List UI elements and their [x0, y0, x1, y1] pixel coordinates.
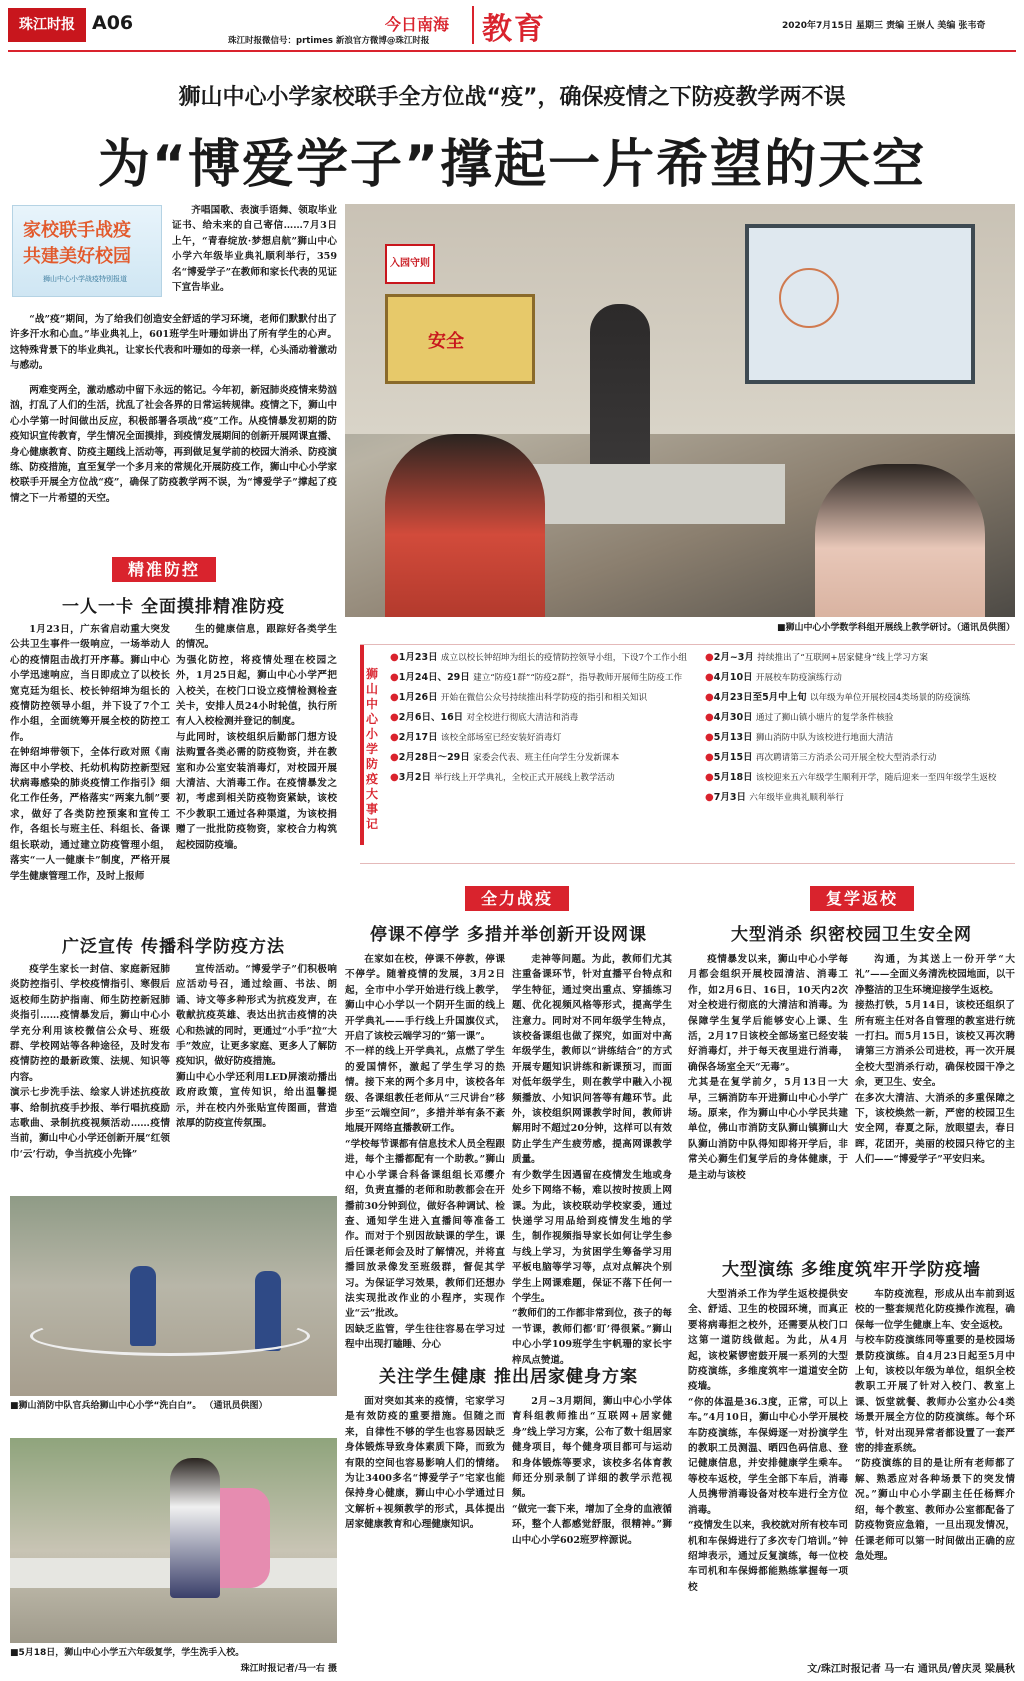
- publicity-col-1: 疫学生家长一封信、家庭新冠肺炎防控指引、学校疫情指引、寒假后返校师生防护指南、师生防控新冠肺炎指引……疫情暴发后，狮山中心小学充分利用该校微信公众号、班级群、学校网站等各种途径，及时发布疫情防控的最新政策、法规、知识等内容。 演示七步洗手法、绘家人讲述抗疫故事、给制抗疫手抄报、举行唱抗疫励志歌曲、录制抗疫视频活动……疫情当前，狮山中心小学还创新开展“红领巾‘云’行动，争当抗疫小先锋”: [10, 964, 170, 1160]
- timeline-entry: [390, 711, 690, 725]
- timeline-date: 2月6日、16日: [398, 712, 467, 723]
- timeline-date: 5月15日: [713, 752, 756, 763]
- rules-banner: 入园守则: [385, 244, 435, 284]
- timeline-text: 狮山消防中队为该校进行地面大清洁: [755, 733, 894, 743]
- intro-para-3: 两难变两全，激动感动中留下永远的铭记。今年初，新冠肺炎疫情来势汹汹，打乱了人们的生活，扰乱了社会各界的日常运转规律。疫情之下，狮山中心小学第一时间做出反应，积极部署各项战“疫”工作。从疫情暴发初期的防疫知识宣传教育，学生情况全面摸排，到疫情发展期间的创新开展网课直播、身心健康教育、防疫主题线上活动等，再到做足复学前的校园大消杀、防疫演练、防疫措施，直至复学一个多月来的常规化开展防疫工作，狮山中心小学家校联手开展全方位战“疫”，确保了防疫教学两不误，为“博爱学子”撑起了疫情之下一片希望的天空。: [10, 385, 337, 504]
- masthead-rule: [8, 50, 1016, 52]
- drawing-on-screen: [779, 268, 839, 328]
- tag-return-school: 复学返校: [810, 886, 914, 911]
- intro-para-1: 齐唱国歌、表演手语舞、领取毕业证书、给未来的自己寄信……7月3日上午，“青春绽放·梦想启航”狮山中心小学六年级毕业典礼顺利举行，359名“博爱学子”在教师和家长代表的见证下宣告毕业。: [172, 205, 337, 294]
- timeline-date: 1月26日: [398, 692, 441, 703]
- timeline-entry: [705, 731, 1010, 745]
- timeline-text: 该校全部场室已经安装好消毒灯: [440, 733, 562, 743]
- timeline-left-column: [390, 651, 690, 791]
- timeline-date: 2月28日～29日: [398, 752, 474, 763]
- timeline-entry: [705, 671, 1010, 685]
- headline-main: 为“博爱学子”撑起一片希望的天空: [97, 135, 927, 195]
- timeline-text: 开始在微信公众号持续推出科学防疫的指引和相关知识: [440, 693, 648, 703]
- timeline-right-column: [705, 651, 1010, 811]
- timeline-date: 4月10日: [713, 672, 756, 683]
- timeline-dot-icon: ●: [390, 692, 399, 703]
- paper-logo: 珠江时报: [8, 8, 86, 42]
- student-left: [385, 434, 545, 617]
- projector-screen: [745, 224, 975, 384]
- intro-para-2: “战”疫”期间，为了给我们创造安全舒适的学习环境，老师们默默付出了许多汗水和心血。”毕业典礼上，601班学生叶珊如讲出了所有学生的心声。这特殊背景下的毕业典礼，让家长代表和叶珊如的母亲一样，心头涌动着激动与感动。: [10, 314, 337, 372]
- timeline-dot-icon: ●: [390, 732, 399, 743]
- health-col-1: 面对突如其来的疫情，宅家学习是有效防疫的重要措施。但随之而来，自律性不够的学生也容易因缺乏身体锻炼导致身体素质下降，而致为有限的空间也容易影响人们的情绪。为让3400多名“博爱学子”宅家也能保持身心健康，狮山中心小学通过日文解析+视频教学的形式，具体提出居家健康教育和心理健康知识。: [345, 1396, 505, 1531]
- student-washing: [170, 1458, 220, 1598]
- online-col-1: 在家如在校，停课不停教，停课不停学。随着疫情的发展，3月2日起，全市中小学开始进行线上教学，狮山中心小学以一个阴开生面的线上开学典礼——手行线上升国旗仪式，开启了该校云端学习的“第一课”。 不一样的线上开学典礼，点燃了学生的爱国情怀，激起了学生学习的热情。接下来的两个多月中，该校各年级、各课组教任老师从“三尺讲台”移步至“云端空间”，多措并举有条不紊地展开网络直播教研工作。 “学校每节课都有信息技术人员全程跟进，每个主播都配有一个助教。”狮山中心小学课合科备课组组长邓缨介绍，负责直播的老师和助教都会在开播前30分钟到位，做好各种调试、检查、通知学生进入直播间等准备工作。而对于个别因故缺课的学生，课后任课老师会及时了解情况，并将直播回放录像发至班级群，督促其学习。为保证学习效果，教师们还想办法实现批改作业的小程序，实现作业“云”批改。 因缺乏监管，学生往往容易在学习过程中出现打瞌睡、分心: [345, 954, 505, 1351]
- bulletin-board: [385, 294, 535, 384]
- student-right: [815, 464, 985, 617]
- timeline-entry: [705, 691, 1010, 705]
- handwash-photo: [10, 1438, 337, 1643]
- section-title-health: 关注学生健康 推出居家健身方案: [379, 1367, 638, 1387]
- health-col-2: 2月~3月期间，狮山中心小学体育科组教师推出“互联网+居家健身”线上学习方案，公布了数十组居家健身项目，每个健身项目都可与运动和身体锻炼等要求，该校多名体育教师还分别录制了详细的教学示范视频。 “做完一套下来，增加了全身的血液循环，整个人都感觉舒服，很精神。”狮山中心小学602班罗梓源说。: [512, 1396, 672, 1546]
- timeline-date: 5月13日: [713, 732, 756, 743]
- timeline-entry: [705, 771, 1010, 785]
- drill-col-2: 车防疫流程，形成从出车前到返校的一整套规范化防疫操作流程，确保每一位学生健康上车、安全返校。 与校车防疫演练同等重要的是校园场景防疫演练。自4月23日起至5月中上旬，该校以年级为单位，组织全校教职工开展了针对入校门、教室上课、饭堂就餐、教师办公室办公4类场景开展全方位的防疫演练。每个环节，针对出现异常者都设置了一套严密的排查系统。 “防疫演练的目的是让所有老师都了解、熟悉应对各种场景下的突发情况。”狮山中心小学副主任任杨辉介绍，每个教室、教师办公室都配备了防疫物资应急箱，一旦出现发情况，任课老师可以第一时间做出正确的应急处理。: [855, 1289, 1015, 1562]
- page-number: A06: [92, 12, 134, 34]
- timeline-date: 2月17日: [398, 732, 441, 743]
- timeline-entry: [390, 771, 690, 785]
- wechat-line: 珠江时报微信号：prtimes 新浪官方微博@珠江时报: [228, 36, 430, 46]
- timeline-dot-icon: ●: [705, 792, 714, 803]
- teacher-figure: [590, 304, 650, 474]
- timeline-box: [360, 644, 1015, 864]
- timeline-dot-icon: ●: [390, 652, 399, 663]
- timeline-text: 以年级为单位开展校园4类场景的防疫演练: [809, 693, 971, 703]
- timeline-entry: [705, 751, 1010, 765]
- section-title-disinfect: 大型消杀 织密校园卫生安全网: [731, 925, 972, 945]
- precise-col-1: 1月23日，广东省启动重大突发公共卫生事件一级响应，一场举动人心的疫情阻击战打开序幕。狮山中心小学迅速响应，当日即成立了以校长宽克廷为组长、校长钟绍坤为组长的疫情防控领导小组，并下设了7个工作小组，全面统筹开展全校的防控工作。 在钟绍坤带领下，全体行政对照《南海区中小学校、托幼机构防控新型冠状病毒感染的肺炎疫情工作指引》细化工作任务，严格落实“两案九制”要求，做好了各类防控预案和宣传工作，各组长与班主任、科组长、备课组长联动，通过建立防疫管理小组，落实“一人一健康卡”制度，严格开展学生健康管理工作，及时上报师: [10, 624, 170, 882]
- timeline-entry: [390, 731, 690, 745]
- feature-logo-box: [12, 205, 162, 297]
- column-name: 今日南海: [385, 15, 450, 34]
- timeline-dot-icon: ●: [705, 712, 714, 723]
- logo-footer: 狮山中心小学战疫特别报道: [43, 275, 127, 283]
- timeline-dot-icon: ●: [390, 672, 399, 683]
- masthead: [0, 0, 1024, 50]
- timeline-dot-icon: ●: [705, 672, 714, 683]
- section-title-drill: 大型演练 多维度筑牢开学防疫墙: [722, 1260, 981, 1280]
- student-desk: [525, 464, 785, 524]
- publicity-col-2: 宣传活动。“博爱学子”们积极响应活动号召，通过绘画、书法、朗诵、诗文等多种形式为抗疫发声，在敬献抗疫英雄、表达出抗击疫情的决心和热诚的同时，更通过“小手”拉“大手”效应，让更多家庭、更多人了解防疫知识，做好防疫措施。 狮山中心小学还利用LED屏滚动播出政府政策，宣传知识，给出温馨提示，并在校内外张贴宣传图画，营造浓厚的防疫宣传氛围。: [176, 964, 337, 1130]
- timeline-dot-icon: ●: [390, 712, 399, 723]
- timeline-entry: [390, 671, 690, 685]
- timeline-date: 7月3日: [713, 792, 750, 803]
- timeline-dot-icon: ●: [705, 772, 714, 783]
- disinfect-col-1: 疫情暴发以来，狮山中心小学每月都会组织开展校园清洁、消毒工作，如2月6日、16日，10天内2次对全校进行彻底的大清洁和消毒。为保障学生复学后能够安心上课、生活，2月17日该校全部场室已经安装好消毒灯，并于每天夜里进行消毒，确保各场室全天“无毒”。 尤其是在复学前夕，5月13日一大早，三辆消防车开进狮山中心小学广场。原来，作为狮山中心小学民共建单位，佛山市消防支队狮山镇狮山大队狮山消防中队得知即将开学后，非常关心狮生们复学后的身体健康，于是主动与该校: [688, 954, 848, 1181]
- timeline-text: 成立以校长钟绍坤为组长的疫情防控领导小组，下设7个工作小组: [440, 653, 687, 663]
- timeline-entry: [705, 651, 1010, 665]
- timeline-title: 狮山中心小学防疫大事记: [366, 667, 379, 831]
- timeline-entry: [390, 751, 690, 765]
- headline-kicker: 狮山中心小学家校联手全方位战“疫”，确保疫情之下防疫教学两不误: [178, 85, 846, 110]
- section-title-precise: 一人一卡 全面摸排精准防疫: [62, 597, 285, 617]
- timeline-dot-icon: ●: [390, 752, 399, 763]
- water-hose: [30, 1316, 310, 1356]
- logo-line-2: 共建美好校园: [23, 246, 131, 267]
- timeline-text: 该校迎来五六年级学生顺利开学，随后迎来一至四年级学生返校: [755, 773, 997, 783]
- main-photo: [345, 204, 1015, 617]
- section-name: 教育: [482, 12, 546, 47]
- disinfect-col-2: 沟通，为其送上一份开学“大礼”——全面义务清洗校园地面，以干净整洁的卫生环境迎接学生返校。 接热打铁，5月14日，该校还组织了所有班主任对各自管理的教室进行统一打扫。而5月15日，该校又再次聘请第三方消杀公司进校，再一次开展全校大型消杀行动，确保校园干净之余，更卫生、安全。 在多次大清洁、大消杀的多重保障之下，该校焕然一新，严密的校园卫生安全网，春夏之际，放眼望去，春日晖，花团开，美丽的校园只待它的主人们——“博爱学子”平安归来。: [855, 954, 1015, 1166]
- tag-precise: 精准防控: [112, 557, 216, 582]
- timeline-text: 通过了狮山镇小塘片的复学条件核验: [755, 713, 894, 723]
- precise-col-2: 生的健康信息，跟踪好各类学生的情况。 为强化防控，将疫情处理在校园之外，1月25日起，狮山中心小学严把入校关，在校门口设立疫情检测检查关卡，安排人员24小时轮值，执行所有人入校检测并登记的制度。 与此同时，该校组织后勤部门想方设法购置各类必需的防疫物资，并在教室和办公室安装消毒灯，对校园开展大清洁、大消毒工作。在疫情暴发之初，考虑到相关防疫物资紧缺，该校不少教职工通过各种渠道，为该校捐赠了一批批防疫物资，家校合力构筑起校园防疫墙。: [176, 624, 337, 851]
- timeline-date: 3月2日: [398, 772, 435, 783]
- timeline-date: 4月30日: [713, 712, 756, 723]
- timeline-text: 持续推出了“互联网+居家健身”线上学习方案: [757, 653, 928, 663]
- section-title-publicity: 广泛宣传 传播科学防疫方法: [62, 937, 285, 957]
- fire-brigade-caption: ■狮山消防中队官兵给狮山中心小学“洗白白”。 （通讯员供图）: [10, 1401, 268, 1411]
- date-info: 2020年7月15日 星期三 责编 王崇人 美编 张韦奇: [782, 21, 986, 31]
- timeline-entry: [705, 711, 1010, 725]
- timeline-dot-icon: ●: [705, 752, 714, 763]
- timeline-text: 再次聘请第三方消杀公司开展全校大型消杀行动: [755, 753, 937, 763]
- timeline-dot-icon: ●: [390, 772, 399, 783]
- timeline-dot-icon: ●: [705, 652, 714, 663]
- fire-brigade-photo: [10, 1196, 337, 1396]
- divider: [472, 6, 474, 44]
- timeline-dot-icon: ●: [705, 732, 714, 743]
- timeline-dot-icon: ●: [705, 692, 714, 703]
- handwash-caption: ■5月18日，狮山中心小学五六年级复学，学生洗手入校。: [10, 1648, 245, 1658]
- timeline-entry: [390, 651, 690, 665]
- logo-line-1: 家校联手战疫: [23, 220, 131, 241]
- timeline-text: 举行线上开学典礼，全校正式开展线上教学活动: [434, 773, 615, 783]
- timeline-entry: [390, 691, 690, 705]
- board-text: 安全: [428, 331, 464, 352]
- drill-col-1: 大型消杀工作为学生返校提供安全、舒适、卫生的校园环境，而真正要将病毒拒之校外，还需要从校门口这第一道防线做起。为此，从4月起，该校紧锣密鼓开展一系列的大型防疫演练，多维度筑牢一道道安全防疫墙。 “你的体温是36.3度，正常，可以上车。”4月10日，狮山中心小学开展校车防疫演练，车保姆逐一对扮演学生的教职工员测温、晒四色码信息、登记健康信息，并安排健康学生乘车。等校车返校，学生全部下车后，消毒人员携带消毒设备对校车进行全方位消毒。 “疫情发生以来，我校就对所有校车司机和车保姆进行了多次专门培训。”钟绍坤表示，通过反复演练，每一位校车司机和车保姆都能熟练掌握每一项校: [688, 1289, 848, 1593]
- timeline-date: 4月23日至5月中上旬: [713, 692, 810, 703]
- tag-all-out: 全力战疫: [465, 886, 569, 911]
- timeline-text: 开展校车防疫演练行动: [755, 673, 842, 683]
- timeline-date: 1月24日、29日: [398, 672, 474, 683]
- handwash-credit: 珠江时报记者/马一右 摄: [240, 1664, 337, 1674]
- section-title-online: 停课不停学 多措并举创新开设网课: [370, 925, 647, 945]
- timeline-text: 建立“防疫1群”“防疫2群”，指导教师开展师生防疫工作: [473, 673, 683, 683]
- main-photo-caption: ■狮山中心小学数学科组开展线上教学研讨。（通讯员供图）: [776, 623, 1015, 633]
- online-col-2: 走神等问题。为此，教师们尤其注重备课环节，针对直播平台特点和学生特征，通过突出重点、穿插练习题、优化视频风格等形式，提高学生注意力。同时对不同年级学生特点，该校备课组也做了探究，如面对中高年级学生，教师以“讲练结合”的方式开展专题知识讲练和新课预习，而面对低年级学生，则在教学中融入小视频播放、小知识问答等有趣环节。此外，该校组织网课教学时间，教师讲解用时不超过20分钟，这样可以有效防止学生产生疲劳感，提高网课教学质量。 有少数学生因遇留在疫情发生地或身处乡下网络不畅，难以按时按质上网课。为此，该校联动学校家委，通过快递学习用品给到疫情发生地的学生，制作视频指导家长如何让学生参与线上学习，为贫困学生筹备学习用平板电脑等学习等，点对点解决个别学生上网课难题，保证不落下任何一个学生。 “教师们的工作都非常到位，孩子的每一节课，教师们都‘盯’得很紧。”狮山中心小学109班学生宇帆珊的家长宇梓凤点赞道。: [512, 954, 672, 1366]
- timeline-text: 家委会代表、班主任向学生分发新课本: [473, 753, 620, 763]
- timeline-text: 六年级毕业典礼顺利举行: [749, 793, 844, 803]
- timeline-entry: [705, 791, 1010, 805]
- timeline-date: 1月23日: [398, 652, 441, 663]
- timeline-date: 2月~3月: [713, 652, 758, 663]
- timeline-date: 5月18日: [713, 772, 756, 783]
- footer-byline: 文/珠江时报记者 马一右 通讯员/曾庆灵 梁晨秋: [807, 1664, 1015, 1675]
- timeline-text: 对全校进行彻底大清洁和消毒: [466, 713, 579, 723]
